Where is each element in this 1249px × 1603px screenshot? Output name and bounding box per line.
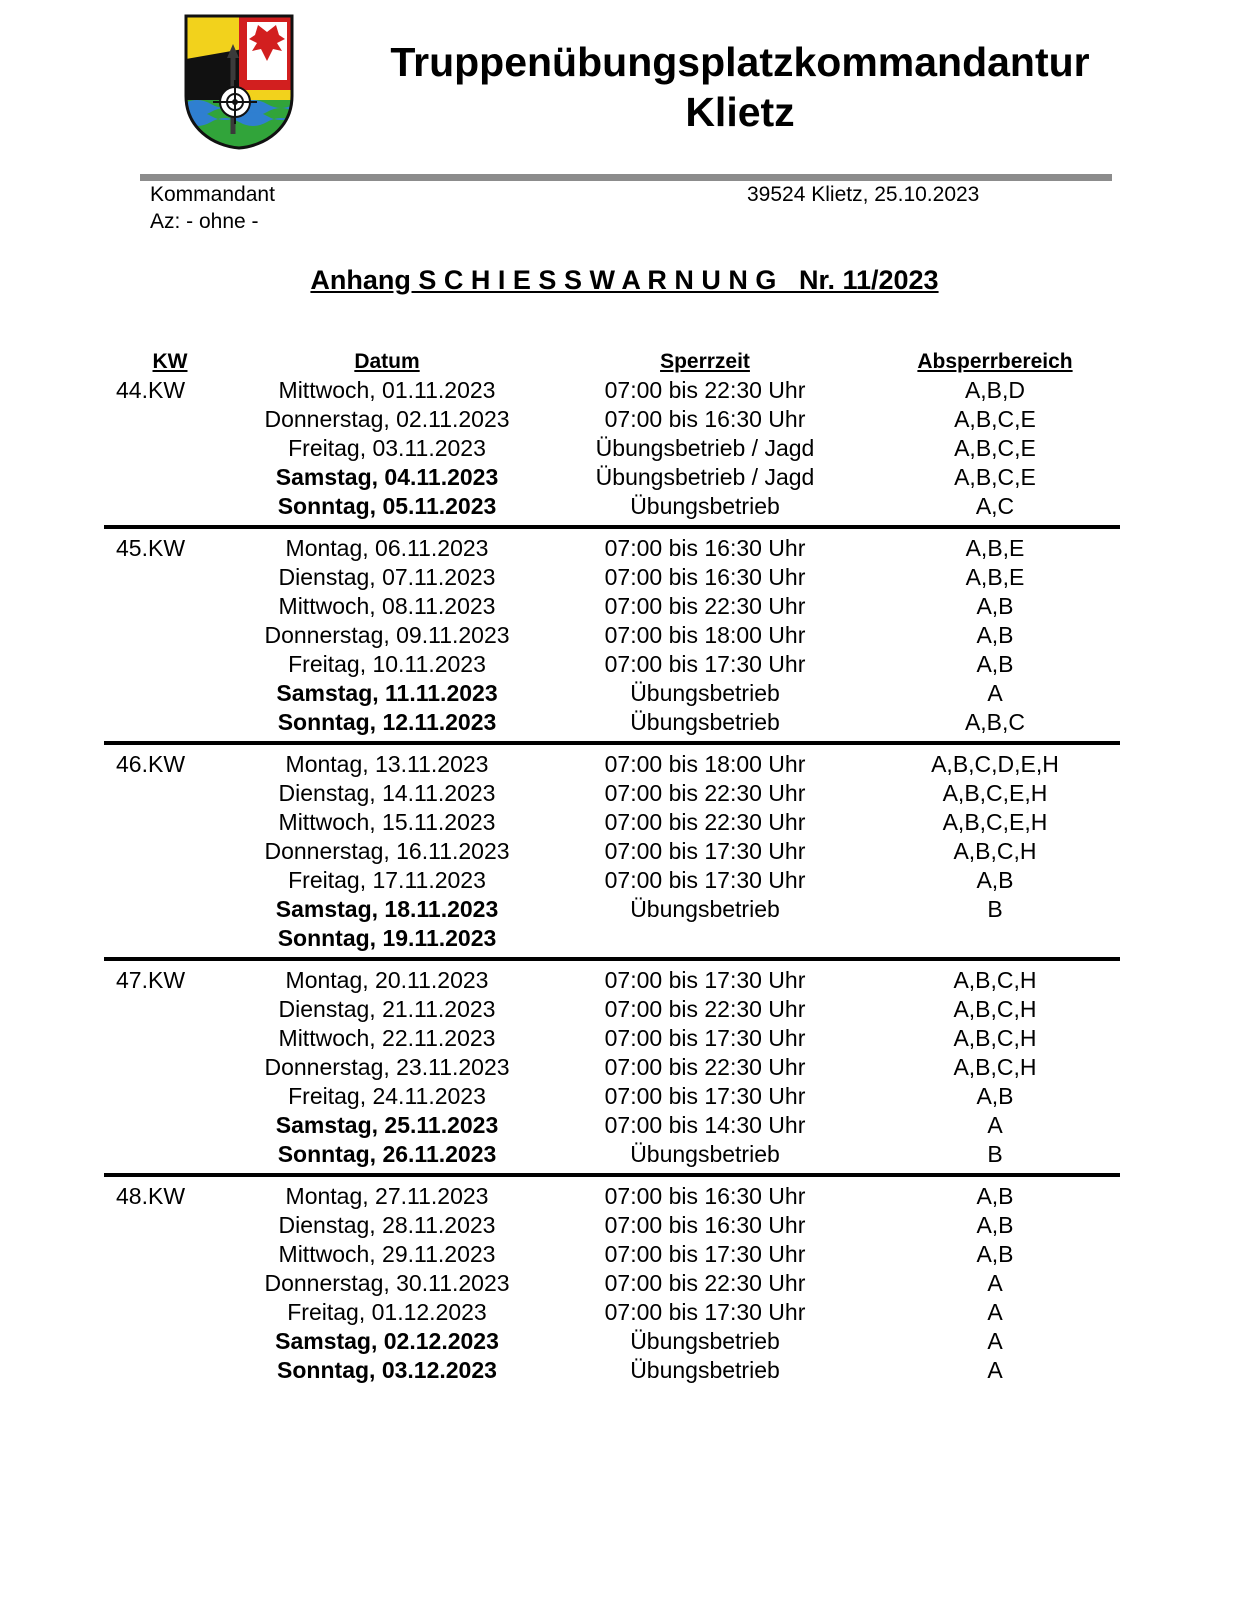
table-row [104, 1327, 1120, 1356]
table-row [104, 866, 1120, 895]
row-restricted-area: A,B [976, 1183, 1014, 1209]
row-restricted-area: A,B,C,H [953, 1025, 1037, 1051]
document-title-text: Anhang S C H I E S S W A R N U N G Nr. 11/2023 [310, 265, 939, 295]
row-date: Dienstag, 28.11.2023 [278, 1212, 496, 1238]
table-row [104, 750, 1120, 779]
row-closure-time: 07:00 bis 18:00 Uhr [604, 751, 806, 777]
row-date: Mittwoch, 29.11.2023 [278, 1241, 496, 1267]
row-restricted-area: A,B,C,E [954, 464, 1036, 490]
row-date: Donnerstag, 09.11.2023 [264, 622, 510, 648]
week-label: 45.KW [116, 535, 186, 561]
row-closure-time: 07:00 bis 17:30 Uhr [604, 867, 806, 893]
week-label: 48.KW [116, 1183, 186, 1209]
row-closure-time: 07:00 bis 16:30 Uhr [604, 564, 806, 590]
table-row [104, 1024, 1120, 1053]
row-date: Mittwoch, 15.11.2023 [278, 809, 496, 835]
row-closure-time: 07:00 bis 22:30 Uhr [604, 1270, 806, 1296]
table-row [104, 779, 1120, 808]
week-group [104, 741, 1120, 953]
row-restricted-area: A [987, 1112, 1003, 1138]
table-row [104, 534, 1120, 563]
table-row [104, 966, 1120, 995]
table-row [104, 1298, 1120, 1327]
row-closure-time: 07:00 bis 22:30 Uhr [604, 996, 806, 1022]
row-date: Donnerstag, 16.11.2023 [264, 838, 510, 864]
row-closure-time: 07:00 bis 22:30 Uhr [604, 593, 806, 619]
table-row [104, 1182, 1120, 1211]
week-group [104, 376, 1120, 521]
row-date: Mittwoch, 08.11.2023 [278, 593, 496, 619]
row-date: Freitag, 24.11.2023 [288, 1083, 486, 1109]
table-row [104, 1240, 1120, 1269]
row-closure-time: 07:00 bis 17:30 Uhr [604, 967, 806, 993]
row-closure-time: 07:00 bis 16:30 Uhr [604, 535, 806, 561]
row-closure-time: Übungsbetrieb / Jagd [595, 464, 815, 490]
table-row [104, 376, 1120, 405]
row-restricted-area: A,B [976, 593, 1014, 619]
coat-of-arms-icon [183, 14, 295, 150]
week-group [104, 525, 1120, 737]
table-row [104, 1211, 1120, 1240]
place-date: 39524 Klietz, 25.10.2023 [747, 183, 980, 206]
row-restricted-area: A,B [976, 651, 1014, 677]
row-closure-time: 07:00 bis 17:30 Uhr [604, 1083, 806, 1109]
table-row [104, 563, 1120, 592]
column-header-area: Absperrbereich [917, 350, 1073, 373]
row-closure-time: Übungsbetrieb [630, 1141, 780, 1167]
row-closure-time: 07:00 bis 16:30 Uhr [604, 1212, 806, 1238]
row-date: Montag, 27.11.2023 [285, 1183, 489, 1209]
row-date: Sonntag, 05.11.2023 [277, 493, 497, 519]
row-date: Sonntag, 12.11.2023 [277, 709, 497, 735]
row-restricted-area: A [987, 1328, 1003, 1354]
row-closure-time: 07:00 bis 16:30 Uhr [604, 406, 806, 432]
row-restricted-area: A,B,C,E,H [942, 780, 1048, 806]
row-closure-time: Übungsbetrieb [630, 896, 780, 922]
table-row [104, 650, 1120, 679]
table-row [104, 679, 1120, 708]
row-closure-time: Übungsbetrieb [630, 1328, 780, 1354]
row-closure-time: 07:00 bis 17:30 Uhr [604, 1025, 806, 1051]
row-closure-time: Übungsbetrieb [630, 493, 780, 519]
row-restricted-area: B [987, 1141, 1003, 1167]
row-restricted-area: A,B,C [964, 709, 1026, 735]
week-label: 46.KW [116, 751, 186, 777]
row-restricted-area: A,B [976, 1212, 1014, 1238]
row-date: Dienstag, 21.11.2023 [278, 996, 496, 1022]
row-closure-time: 07:00 bis 14:30 Uhr [604, 1112, 806, 1138]
row-closure-time: 07:00 bis 17:30 Uhr [604, 1241, 806, 1267]
row-closure-time: Übungsbetrieb [630, 709, 780, 735]
table-row [104, 837, 1120, 866]
row-closure-time: 07:00 bis 16:30 Uhr [604, 1183, 806, 1209]
row-restricted-area: A,B [976, 867, 1014, 893]
row-restricted-area: A,B [976, 1241, 1014, 1267]
row-date: Samstag, 18.11.2023 [275, 896, 499, 922]
row-date: Freitag, 10.11.2023 [288, 651, 486, 677]
organization-title: Truppenübungsplatzkommandantur [390, 39, 1090, 85]
row-date: Donnerstag, 02.11.2023 [264, 406, 510, 432]
table-row [104, 708, 1120, 737]
row-restricted-area: A,C [975, 493, 1015, 519]
table-row [104, 592, 1120, 621]
row-restricted-area: A,B,C,H [953, 996, 1037, 1022]
row-closure-time: Übungsbetrieb / Jagd [595, 435, 815, 461]
row-closure-time: Übungsbetrieb [630, 1357, 780, 1383]
row-date: Freitag, 17.11.2023 [288, 867, 486, 893]
row-date: Sonntag, 26.11.2023 [277, 1141, 497, 1167]
table-row [104, 1111, 1120, 1140]
row-date: Sonntag, 03.12.2023 [277, 1357, 497, 1383]
row-closure-time: 07:00 bis 22:30 Uhr [604, 1054, 806, 1080]
table-row [104, 808, 1120, 837]
row-date: Samstag, 04.11.2023 [275, 464, 499, 490]
row-restricted-area: A,B [976, 622, 1014, 648]
table-row [104, 405, 1120, 434]
table-row [104, 621, 1120, 650]
row-date: Dienstag, 07.11.2023 [278, 564, 496, 590]
table-row [104, 1053, 1120, 1082]
row-restricted-area: A,B,C,H [953, 1054, 1037, 1080]
header-divider [140, 174, 1112, 181]
row-restricted-area: A [987, 1357, 1003, 1383]
table-row [104, 995, 1120, 1024]
table-row [104, 1269, 1120, 1298]
row-closure-time: 07:00 bis 22:30 Uhr [604, 780, 806, 806]
column-header-date: Datum [354, 350, 420, 373]
row-date: Samstag, 25.11.2023 [275, 1112, 499, 1138]
row-restricted-area: A [987, 680, 1003, 706]
row-restricted-area: A,B,C,E [954, 435, 1036, 461]
schedule-table [104, 376, 1120, 1385]
row-date: Mittwoch, 01.11.2023 [278, 377, 496, 403]
row-date: Freitag, 03.11.2023 [288, 435, 486, 461]
column-header-time: Sperrzeit [660, 350, 750, 373]
table-row [104, 1356, 1120, 1385]
row-date: Samstag, 02.12.2023 [275, 1328, 499, 1354]
reference-number: Az: - ohne - [150, 210, 259, 233]
row-closure-time: 07:00 bis 17:30 Uhr [604, 651, 806, 677]
row-closure-time: 07:00 bis 18:00 Uhr [604, 622, 806, 648]
row-restricted-area: A,B,C,E [954, 406, 1036, 432]
row-date: Montag, 20.11.2023 [285, 967, 489, 993]
week-label: 44.KW [116, 377, 186, 403]
row-closure-time: Übungsbetrieb [630, 680, 780, 706]
row-restricted-area: A [987, 1270, 1003, 1296]
row-date: Freitag, 01.12.2023 [287, 1299, 487, 1325]
row-restricted-area: A,B,C,H [953, 838, 1037, 864]
row-restricted-area: A,B,C,H [953, 967, 1037, 993]
document-title [0, 264, 1249, 296]
row-closure-time: 07:00 bis 22:30 Uhr [604, 377, 806, 403]
table-row [104, 492, 1120, 521]
row-date: Dienstag, 14.11.2023 [278, 780, 496, 806]
row-closure-time: 07:00 bis 22:30 Uhr [604, 809, 806, 835]
author-role: Kommandant [150, 183, 275, 206]
week-label: 47.KW [116, 967, 186, 993]
row-date: Montag, 13.11.2023 [285, 751, 489, 777]
row-restricted-area: A,B,C,D,E,H [931, 751, 1059, 777]
table-row [104, 924, 1120, 953]
week-group [104, 1173, 1120, 1385]
row-restricted-area: A [987, 1299, 1003, 1325]
row-date: Sonntag, 19.11.2023 [277, 925, 497, 951]
table-row [104, 434, 1120, 463]
row-restricted-area: A,B,E [965, 564, 1025, 590]
week-group [104, 957, 1120, 1169]
row-date: Mittwoch, 22.11.2023 [278, 1025, 496, 1051]
table-row [104, 895, 1120, 924]
column-header-kw: KW [152, 350, 188, 373]
table-row [104, 1082, 1120, 1111]
table-row [104, 1140, 1120, 1169]
organization-location: Klietz [685, 89, 795, 135]
row-restricted-area: A,B,C,E,H [942, 809, 1048, 835]
row-restricted-area: A,B,D [964, 377, 1026, 403]
row-restricted-area: A,B [976, 1083, 1014, 1109]
row-restricted-area: B [987, 896, 1003, 922]
row-date: Donnerstag, 30.11.2023 [264, 1270, 510, 1296]
row-restricted-area: A,B,E [965, 535, 1025, 561]
row-date: Donnerstag, 23.11.2023 [264, 1054, 510, 1080]
row-closure-time: 07:00 bis 17:30 Uhr [604, 838, 806, 864]
row-closure-time: 07:00 bis 17:30 Uhr [604, 1299, 806, 1325]
row-date: Montag, 06.11.2023 [285, 535, 489, 561]
row-date: Samstag, 11.11.2023 [276, 680, 498, 706]
table-row [104, 463, 1120, 492]
